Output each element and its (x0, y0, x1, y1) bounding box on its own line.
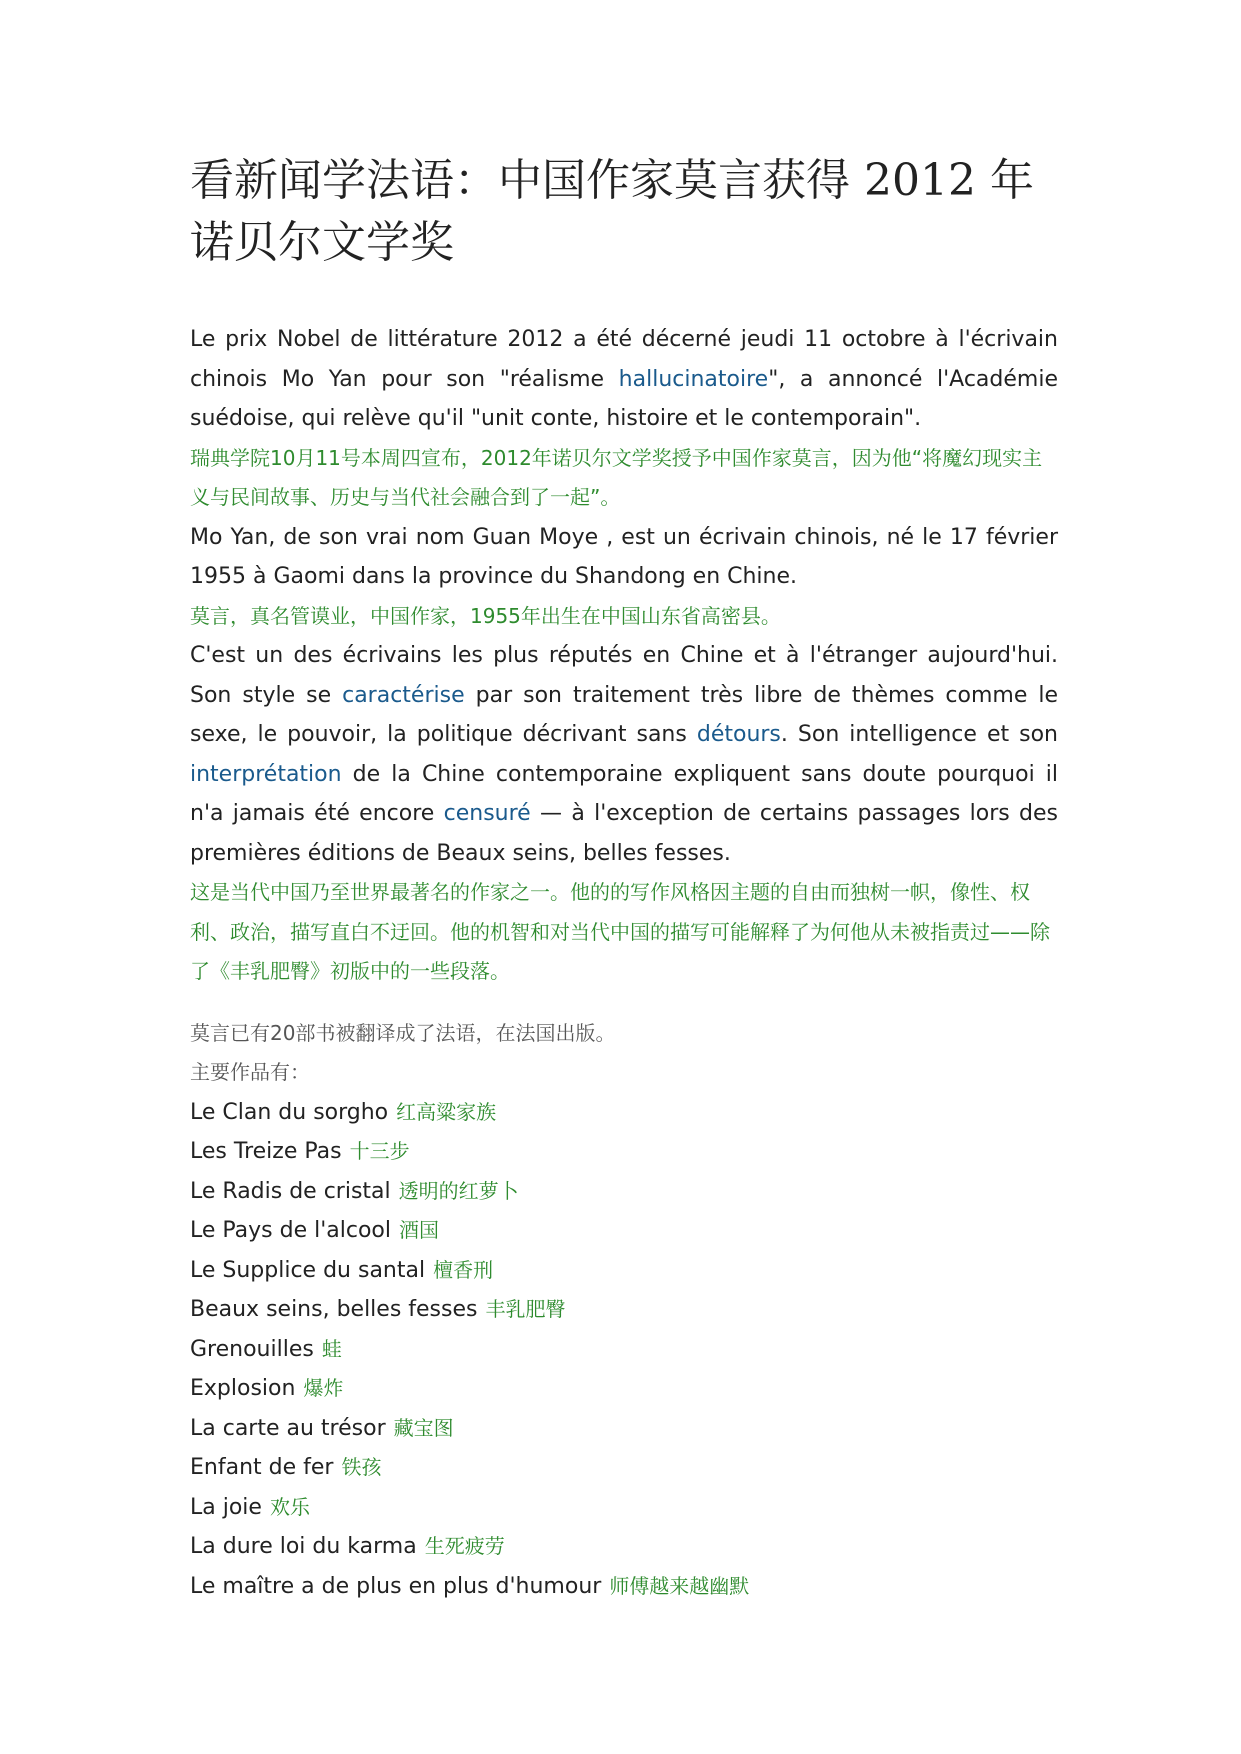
work-title-zh: 红高粱家族 (396, 1099, 497, 1124)
list-item (190, 1290, 1058, 1330)
work-title-fr: Le Clan du sorgho (190, 1099, 389, 1125)
work-title-fr: Le maître a de plus en plus d'humour (190, 1573, 602, 1599)
work-title-zh: 生死疲劳 (424, 1534, 505, 1558)
work-title-fr: Enfant de fer (190, 1455, 334, 1480)
paragraph-fr-3 (190, 636, 1058, 873)
work-title-zh: 酒国 (399, 1218, 440, 1242)
list-item (190, 1330, 1058, 1370)
work-title-fr: Le Supplice du santal (190, 1257, 426, 1283)
text-segment: C'est un des écrivains les plus réputés en Chine et à l'étranger aujourd'hui. Son style se (190, 643, 1058, 708)
work-title-zh: 十三步 (349, 1139, 410, 1163)
list-item (190, 1448, 1058, 1488)
work-title-zh: 藏宝图 (393, 1415, 454, 1440)
article-title: 看新闻学法语：中国作家莫言获得 2012 年诺贝尔文学奖 (190, 155, 1034, 268)
work-title-fr: Les Treize Pas (190, 1139, 342, 1164)
list-item (190, 1093, 1058, 1133)
works-heading: 主要作品有： (190, 1060, 310, 1084)
text-segment: Le prix Nobel de littérature 2012 a été décerné jeudi 11 octobre à l'écrivain chinois Mo Yan pour son "réalisme (190, 327, 1058, 392)
list-item (190, 1409, 1058, 1449)
text-segment: ", a annoncé l'Académie suédoise, qui relève qu'il "unit conte, histoire et le contemporain". (190, 366, 1058, 431)
work-title-fr: La joie (190, 1494, 262, 1520)
paragraph-fr-1 (190, 320, 1058, 439)
work-title-zh: 师傅越来越幽默 (609, 1573, 750, 1598)
work-title-fr: Le Pays de l'alcool (190, 1218, 392, 1243)
work-title-zh: 铁孩 (341, 1455, 382, 1479)
work-title-zh: 蛙 (321, 1336, 342, 1361)
work-title-zh: 爆炸 (303, 1376, 344, 1400)
work-title-fr: Le Radis de cristal (190, 1178, 391, 1204)
text-segment: . Son intelligence et son (780, 722, 1058, 747)
work-title-zh: 透明的红萝卜 (398, 1178, 519, 1203)
vocab-link-caracterise[interactable]: caractérise (342, 682, 465, 708)
article (190, 150, 1058, 1606)
paragraph-zh-2: 莫言，真名管谟业，中国作家，1955年出生在中国山东省高密县。 (190, 603, 781, 628)
list-item (190, 1172, 1058, 1212)
paragraph-zh-3: 这是当代中国乃至世界最著名的作家之一。他的的写作风格因主题的自由而独树一帜，像性、权利、政治，描写直白不迂回。他的机智和对当代中国的描写可能解释了为何他从未被指责过——除了《丰乳肥臀》初版中的一些段落。 (190, 880, 1050, 983)
work-title-fr: Explosion (190, 1376, 296, 1401)
translation-note: 莫言已有20部书被翻译成了法语，在法国出版。 (190, 1020, 616, 1045)
vocab-link-censure[interactable]: censuré (443, 801, 531, 826)
list-item (190, 1567, 1058, 1607)
work-title-zh: 欢乐 (269, 1494, 310, 1519)
list-item (190, 1211, 1058, 1251)
list-item (190, 1251, 1058, 1291)
paragraph-zh-1: 瑞典学院10月11号本周四宣布，2012年诺贝尔文学奖授予中国作家莫言，因为他“将魔幻现实主义与民间故事、历史与当代社会融合到了一起”。 (190, 445, 1043, 509)
work-title-fr: La dure loi du karma (190, 1534, 417, 1559)
text-segment: de la Chine contemporaine expliquent sans doute pourquoi il n'a jamais été encore (190, 761, 1058, 826)
list-item (190, 1132, 1058, 1172)
list-item (190, 1488, 1058, 1528)
work-title-fr: Grenouilles (190, 1336, 314, 1362)
list-item (190, 1369, 1058, 1409)
work-title-zh: 檀香刑 (433, 1257, 494, 1282)
work-title-zh: 丰乳肥臀 (485, 1297, 566, 1321)
works-list (190, 1093, 1058, 1607)
vocab-link-interpretation[interactable]: interprétation (190, 761, 342, 787)
vocab-link-detours[interactable]: détours (696, 722, 781, 747)
paragraph-fr-2: Mo Yan, de son vrai nom Guan Moye , est un écrivain chinois, né le 17 février 1955 à Gaomi dans la province du Shandong en Chine. (190, 524, 1058, 589)
work-title-fr: Beaux seins, belles fesses (190, 1297, 478, 1322)
work-title-fr: La carte au trésor (190, 1415, 386, 1441)
list-item (190, 1527, 1058, 1567)
text-segment: — à l'exception de certains passages lors des premières éditions de Beaux seins, belles fesses. (190, 801, 1058, 866)
text-segment: par son traitement très libre de thèmes comme le sexe, le pouvoir, la politique décrivant sans (190, 682, 1058, 747)
vocab-link-hallucinatoire[interactable]: hallucinatoire (618, 366, 769, 392)
